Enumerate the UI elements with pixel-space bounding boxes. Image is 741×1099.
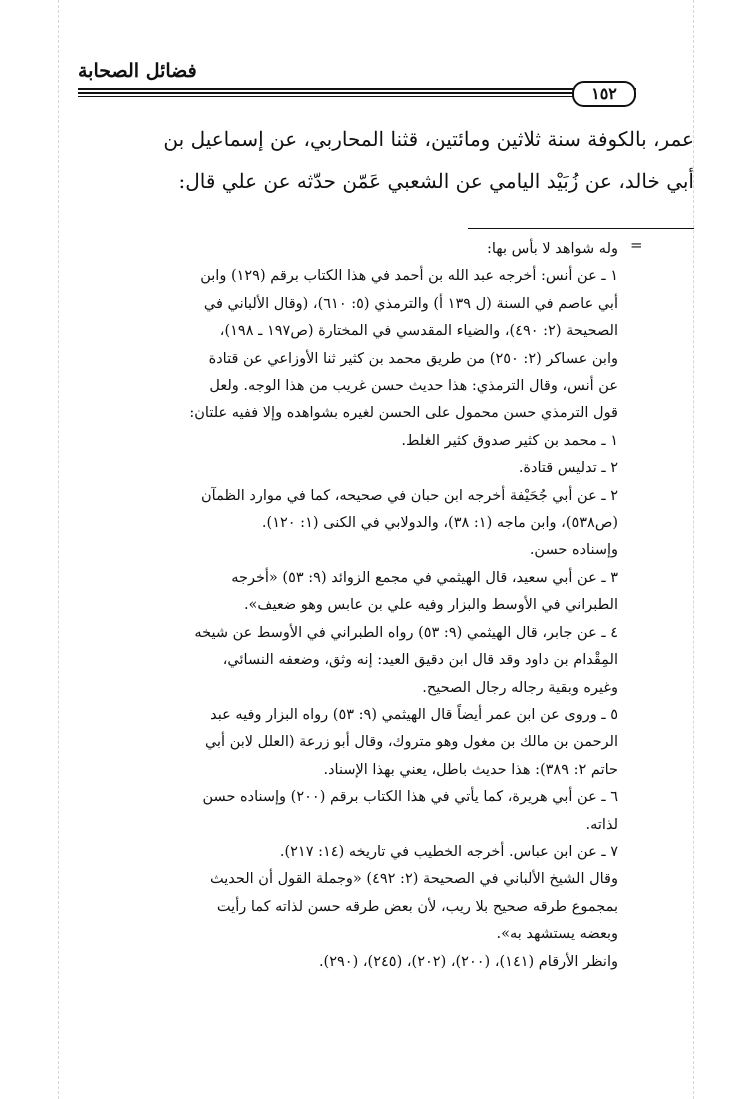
footnote-line: (ص٥٣٨)، وابن ماجه (١: ٣٨)، والدولابي في الكنى (١: ١٢٠). [261,515,618,532]
footnote-line: وغيره وبقية رجاله رجال الصحيح. [422,679,618,696]
footnote-line: بمجموع طرقه صحيح بلا ريب، لأن بعض طرقه حسن لذاته كما رأيت [216,898,618,915]
footnotes [78,236,618,976]
footnote-line: وبعضه يستشهد به». [496,926,618,943]
footnote-line: لذاته. [585,816,618,833]
footnote-line: ٤ ـ عن جابر، قال الهيثمي (٩: ٥٣) رواه الطبراني في الأوسط عن شيخه [194,624,618,641]
footnote-separator [468,228,694,229]
main-text [78,118,694,202]
footnote-line: حاتم ٢: ٣٨٩): هذا حديث باطل، يعني بهذا الإسناد. [323,761,618,778]
header-rule [78,88,636,90]
footnote-line: ١ ـ عن أنس: أخرجه عبد الله بن أحمد في هذا الكتاب برقم (١٢٩) وابن [200,268,618,285]
main-text-line: أبي خالد، عن زُبَيْد اليامي عن الشعبي عَمّن حدّثه عن علي قال: [178,169,694,193]
footnote-line: الصحيحة (٢: ٤٩٠)، والضياء المقدسي في المختارة (ص١٩٧ ـ ١٩٨)، [219,323,618,340]
footnote-line: المِقْدام بن داود وقد قال ابن دقيق العيد: إنه وثق، وضعفه النسائي، [222,652,618,669]
footnote-line: عن أنس، وقال الترمذي: هذا حديث حسن غريب من هذا الوجه. ولعل [209,378,618,395]
header-rule [78,92,636,94]
footnote-line: ٢ ـ تدليس قتادة. [518,460,618,477]
footnote-line: وإسناده حسن. [529,542,618,559]
footnote-line: الرحمن بن مالك بن مغول وهو متروك، وقال أبو زرعة (العلل لابن أبي [204,734,618,751]
footnote-line: ٦ ـ عن أبي هريرة، كما يأتي في هذا الكتاب برقم (٢٠٠) وإسناده حسن [202,789,618,806]
footnote-line: ٧ ـ عن ابن عباس. أخرجه الخطيب في تاريخه (١٤: ٢١٧). [279,843,618,860]
footnote-continued-mark: = [630,236,643,254]
footnote-line: ٥ ـ وروى عن ابن عمر أيضاً قال الهيثمي (٩: ٥٣) رواه البزار وفيه عبد [210,706,618,723]
footnote-line: وابن عساكر (٢: ٢٥٠) من طريق محمد بن كثير ثنا الأوزاعي عن قتادة [208,350,618,367]
page-number: ١٥٢ [572,81,636,107]
main-text-line: عمر، بالكوفة سنة ثلاثين ومائتين، قثنا المحاربي، عن إسماعيل بن [163,127,694,151]
left-margin-guide [58,0,59,1099]
footnote-line: ٣ ـ عن أبي سعيد، قال الهيثمي في مجمع الزوائد (٩: ٥٣) «أخرجه [231,569,618,586]
footnote-line: قول الترمذي حسن محمول على الحسن لغيره بشواهده وإلا ففيه علتان: [189,405,618,422]
footnote-line: الطبراني في الأوسط والبزار وفيه علي بن عابس وهو ضعيف». [243,597,618,614]
footnote-line: ٢ ـ عن أبي جُحَيْفة أخرجه ابن حبان في صحيحه، كما في موارد الظمآن [201,487,618,504]
footnote-line: وله شواهد لا بأس بها: [486,241,618,257]
footnote-line: وانظر الأرقام (١٤١)، (٢٠٠)، (٢٠٢)، (٢٤٥)، (٢٩٠). [318,953,618,970]
header-rule [78,96,636,97]
footnote-line: ١ ـ محمد بن كثير صدوق كثير الغلط. [401,432,618,449]
footnote-line: أبي عاصم في السنة (ل ١٣٩ أ) والترمذي (٥: ٦١٠)، (وقال الألباني في [203,295,618,312]
running-title: فضائل الصحابة [78,60,197,82]
footnote-line: وقال الشيخ الألباني في الصحيحة (٢: ٤٩٢) «وجملة القول أن الحديث [210,871,618,888]
